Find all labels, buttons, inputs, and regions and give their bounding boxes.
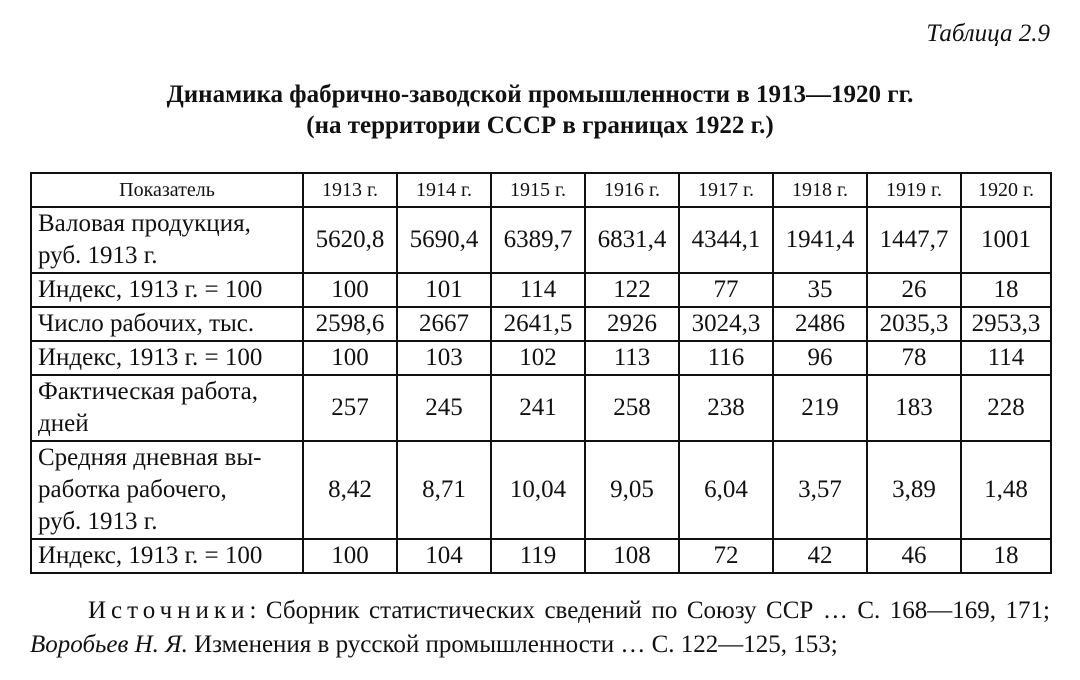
table-cell: 2598,6 <box>303 307 397 341</box>
column-header: 1920 г. <box>961 173 1051 207</box>
row-label <box>31 273 303 307</box>
table-cell: 2926 <box>585 307 679 341</box>
table-cell: 1001 <box>961 207 1051 273</box>
table-cell: 3024,3 <box>679 307 773 341</box>
table-cell: 258 <box>585 375 679 441</box>
row-label <box>31 207 303 273</box>
table-cell: 1447,7 <box>867 207 961 273</box>
table-cell: 228 <box>961 375 1051 441</box>
table-cell: 101 <box>397 273 491 307</box>
table-cell: 35 <box>773 273 867 307</box>
row-label-line: Средняя дневная вы- <box>38 444 262 471</box>
column-header: 1914 г. <box>397 173 491 207</box>
column-header: 1919 г. <box>867 173 961 207</box>
table-cell: 6831,4 <box>585 207 679 273</box>
table-body <box>31 207 1051 573</box>
table-cell: 100 <box>303 273 397 307</box>
table-cell: 2035,3 <box>867 307 961 341</box>
table-cell: 245 <box>397 375 491 441</box>
row-label <box>31 341 303 375</box>
table-title <box>0 79 1080 141</box>
table-cell: 114 <box>961 341 1051 375</box>
table-cell: 108 <box>585 539 679 573</box>
source-note <box>30 594 1050 662</box>
row-label-line: работка рабочего, <box>38 476 227 503</box>
table-cell: 114 <box>491 273 585 307</box>
table-cell: 10,04 <box>491 441 585 539</box>
table-row <box>31 307 1051 341</box>
table-cell: 2486 <box>773 307 867 341</box>
table-cell: 26 <box>867 273 961 307</box>
row-label-line: Индекс, 1913 г. = 100 <box>38 276 263 303</box>
table-cell: 96 <box>773 341 867 375</box>
column-header: 1917 г. <box>679 173 773 207</box>
table-row <box>31 375 1051 441</box>
row-label-line: руб. 1913 г. <box>38 508 158 535</box>
row-label-line: Валовая продукция, <box>38 210 251 237</box>
table-cell: 8,42 <box>303 441 397 539</box>
table-cell: 1941,4 <box>773 207 867 273</box>
table-cell: 5690,4 <box>397 207 491 273</box>
table-cell: 183 <box>867 375 961 441</box>
table-cell: 100 <box>303 341 397 375</box>
table-cell: 2953,3 <box>961 307 1051 341</box>
table-cell: 100 <box>303 539 397 573</box>
table-cell: 122 <box>585 273 679 307</box>
row-label <box>31 307 303 341</box>
table-cell: 104 <box>397 539 491 573</box>
table-cell: 102 <box>491 341 585 375</box>
table-header-row <box>31 173 1051 207</box>
table-number-label: Таблица 2.9 <box>926 20 1050 47</box>
table-cell: 46 <box>867 539 961 573</box>
table-cell: 18 <box>961 273 1051 307</box>
industry-dynamics-table <box>30 172 1052 574</box>
column-header: 1918 г. <box>773 173 867 207</box>
row-label-line: Число рабочих, тыс. <box>38 310 255 337</box>
table-cell: 8,71 <box>397 441 491 539</box>
column-header: 1915 г. <box>491 173 585 207</box>
row-label-line: руб. 1913 г. <box>38 242 158 269</box>
table-row <box>31 539 1051 573</box>
table-row <box>31 273 1051 307</box>
row-label <box>31 441 303 539</box>
table-cell: 3,89 <box>867 441 961 539</box>
row-label-line: Фактическая работа, <box>38 378 259 405</box>
column-header: 1913 г. <box>303 173 397 207</box>
table-row <box>31 441 1051 539</box>
table-cell: 2667 <box>397 307 491 341</box>
table-cell: 103 <box>397 341 491 375</box>
row-label-line: Индекс, 1913 г. = 100 <box>38 344 263 371</box>
row-label-line: Индекс, 1913 г. = 100 <box>38 542 263 569</box>
table-title-line-1: Динамика фабрично-заводской промышленности в 1913—1920 гг. <box>166 81 914 108</box>
table-row <box>31 341 1051 375</box>
table-cell: 78 <box>867 341 961 375</box>
table-cell: 219 <box>773 375 867 441</box>
table-cell: 6,04 <box>679 441 773 539</box>
source-author: Воробьев Н. Я. <box>30 631 188 658</box>
source-label: Источники <box>88 597 250 624</box>
table-cell: 42 <box>773 539 867 573</box>
row-label <box>31 539 303 573</box>
table-cell: 9,05 <box>585 441 679 539</box>
table-cell: 4344,1 <box>679 207 773 273</box>
row-label <box>31 375 303 441</box>
table-cell: 6389,7 <box>491 207 585 273</box>
table-cell: 2641,5 <box>491 307 585 341</box>
table-cell: 77 <box>679 273 773 307</box>
source-text-1: : Сборник статистических сведений по Союзу ССР … С. 168—169, 171; <box>249 597 1050 624</box>
table-cell: 119 <box>491 539 585 573</box>
table-cell: 257 <box>303 375 397 441</box>
table-row <box>31 207 1051 273</box>
source-paragraph <box>30 594 1050 662</box>
table-title-line-2: (на территории СССР в границах 1922 г.) <box>306 112 774 139</box>
row-label-line: дней <box>38 410 89 437</box>
table-cell: 113 <box>585 341 679 375</box>
table-cell: 238 <box>679 375 773 441</box>
table-cell: 1,48 <box>961 441 1051 539</box>
source-text-2: Изменения в русской промышленности … С. 122—125, 153; <box>187 631 838 658</box>
table-cell: 241 <box>491 375 585 441</box>
column-header: Показатель <box>31 173 303 207</box>
column-header: 1916 г. <box>585 173 679 207</box>
table-cell: 5620,8 <box>303 207 397 273</box>
table-cell: 18 <box>961 539 1051 573</box>
table-cell: 3,57 <box>773 441 867 539</box>
table-cell: 72 <box>679 539 773 573</box>
table-cell: 116 <box>679 341 773 375</box>
